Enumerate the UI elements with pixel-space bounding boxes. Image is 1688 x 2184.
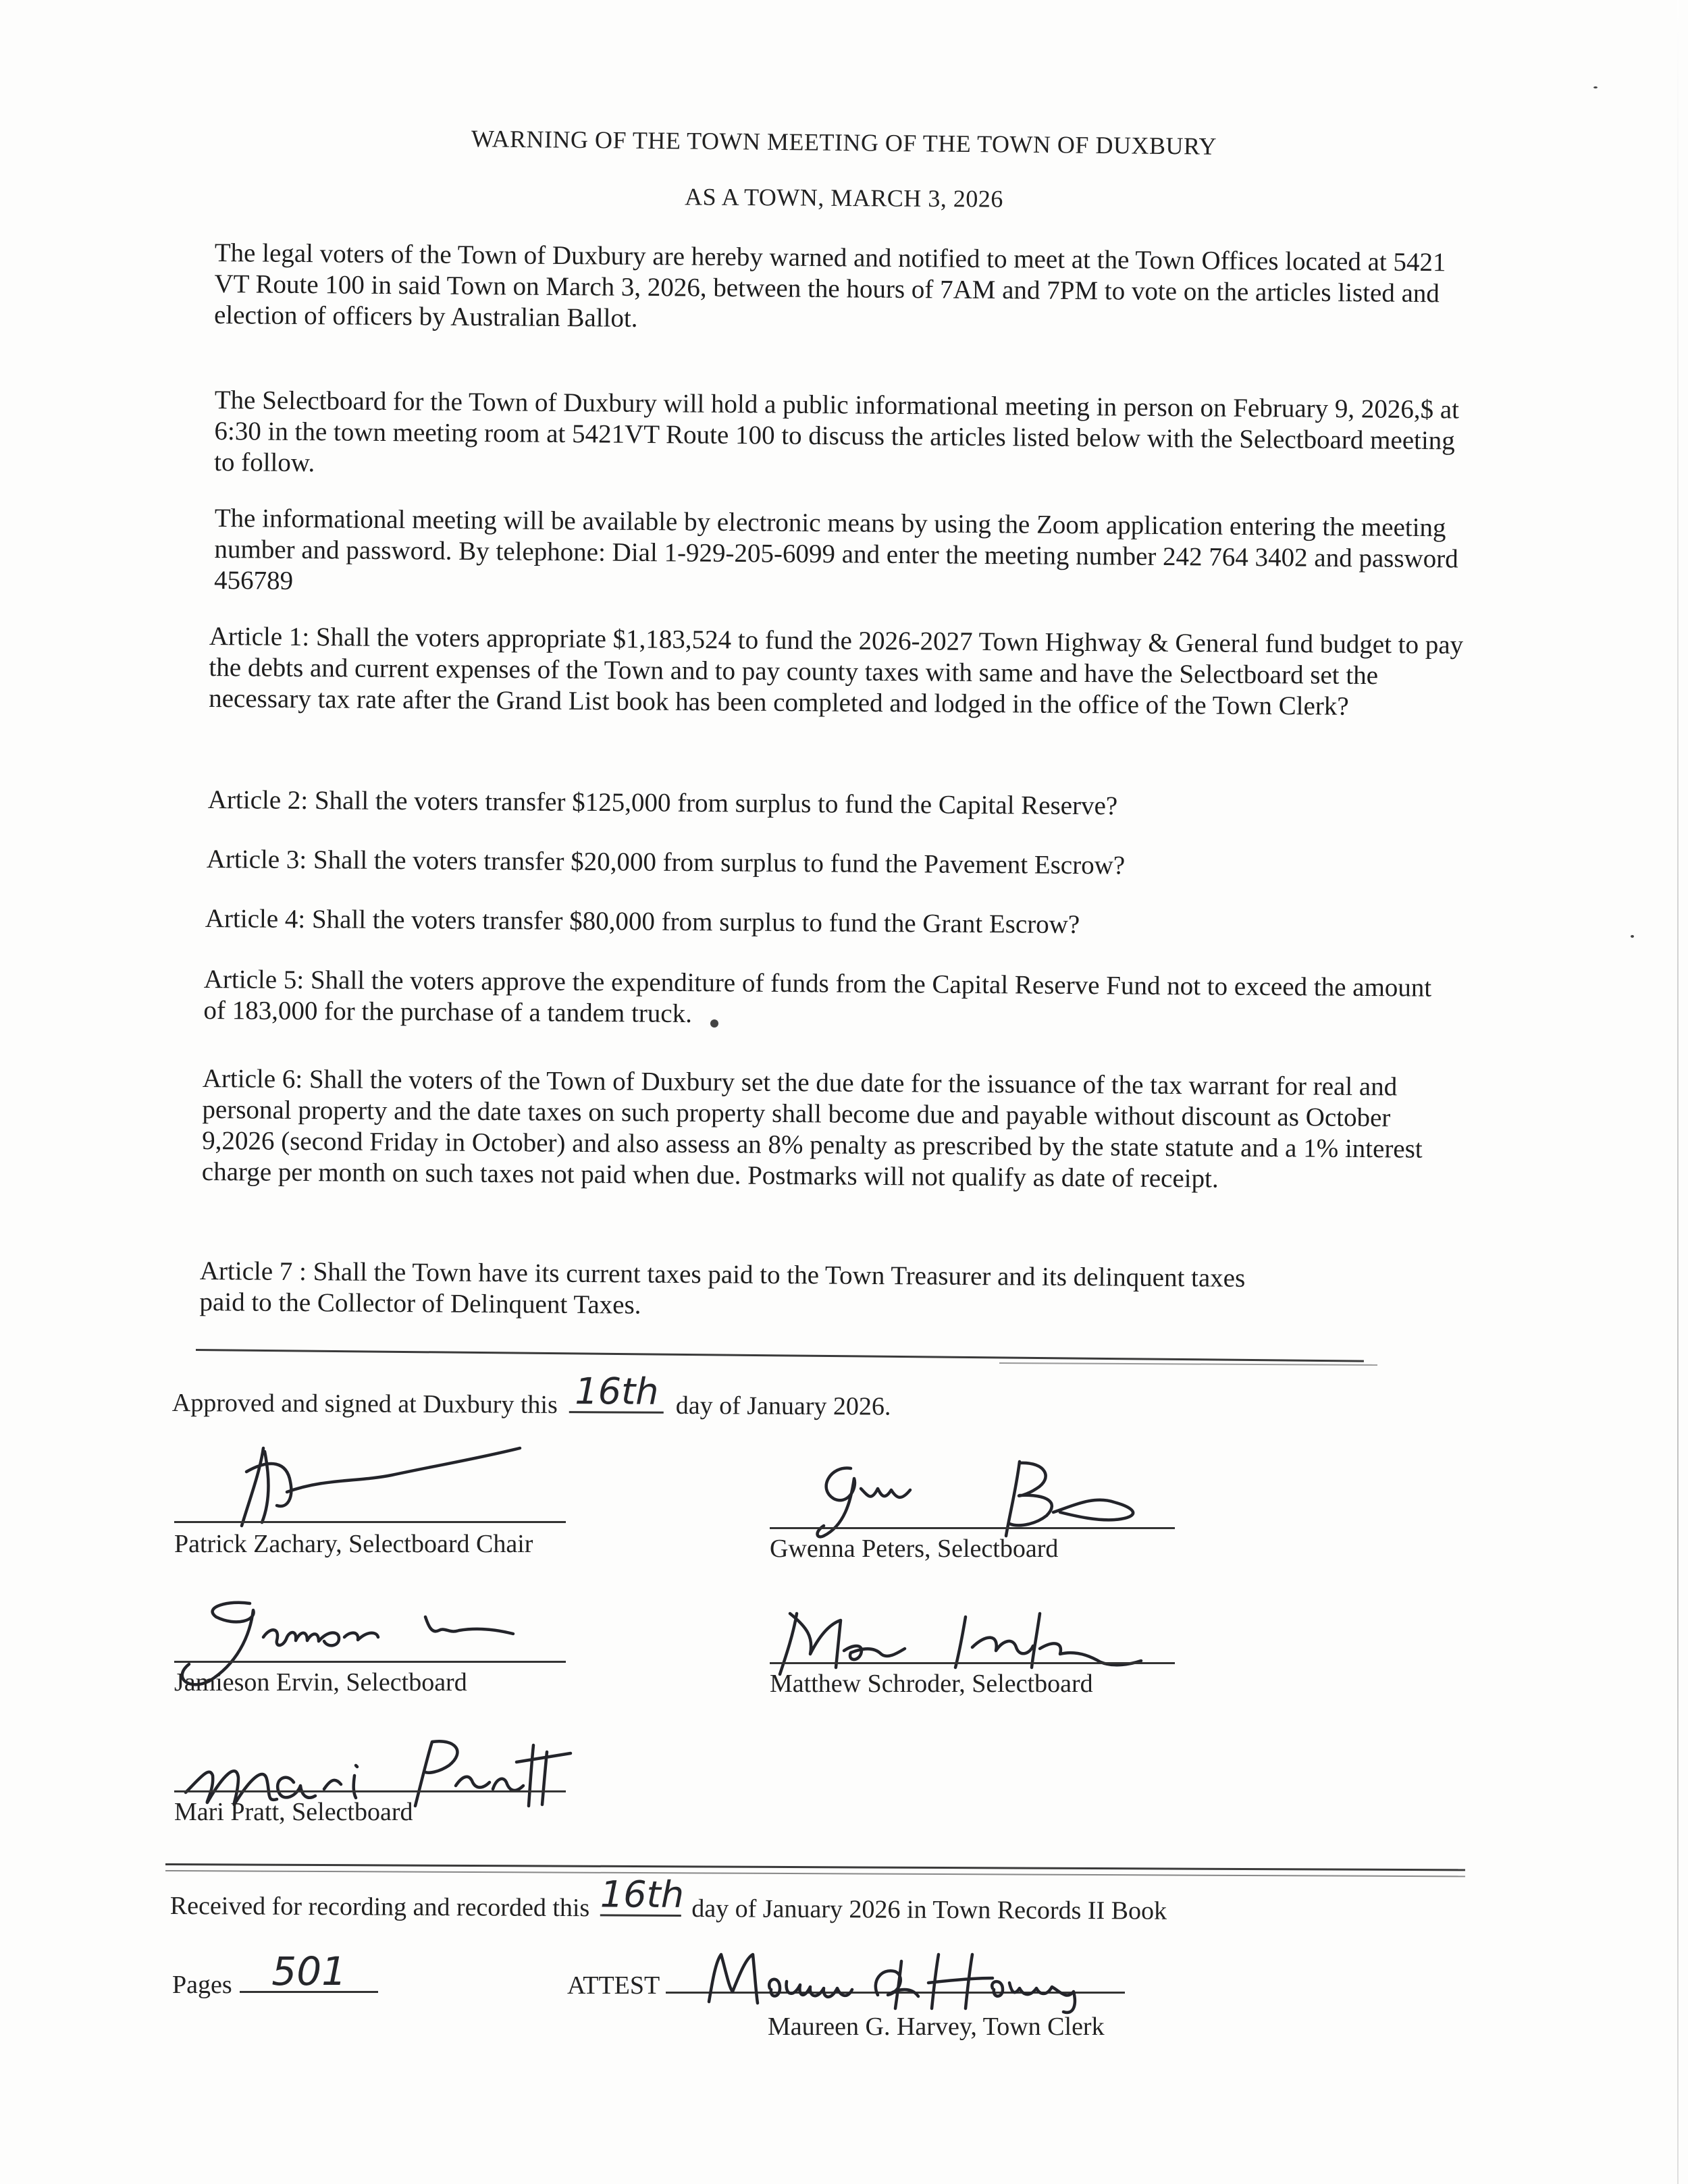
signature-line-matthew-schroder <box>770 1662 1175 1664</box>
pages-label: Pages <box>172 1971 232 1999</box>
article-4: Article 4: Shall the voters transfer $80,000 from surplus to fund the Grant Escrow? <box>205 904 1080 940</box>
intro-paragraph-informational-meeting: The Selectboard for the Town of Duxbury will hold a public informational meeting in person on February 9, 2026,$ at 6:30 in the town meeting room at 5421VT Route 100 to discuss the articles listed below with the Selectboard meeting to follow. <box>213 385 1460 478</box>
divider-rule-lower <box>165 1863 1465 1871</box>
pages-line <box>172 1948 378 2000</box>
document-title-line1: WARNING OF THE TOWN MEETING OF THE TOWN OF DUXBURY <box>471 125 1217 160</box>
signature-line-mari-pratt <box>174 1790 566 1792</box>
article-1: Article 1: Shall the voters appropriate $1,183,524 to fund the 2026-2027 Town Highway & General fund budget to pay the debts and current expenses of the Town and to pay county taxes with same and have the Selectboard set the necessary tax rate after the Grand List book has been completed and lodged in the office of the Town Clerk? <box>209 622 1464 721</box>
recording-day-blank <box>600 1873 685 1917</box>
signature-line-jamieson-ervin <box>174 1661 566 1663</box>
recording-suffix: day of January 2026 in Town Records II Book <box>691 1894 1167 1925</box>
approval-day-handwritten: 16th <box>575 1370 659 1413</box>
intro-paragraph-voters: The legal voters of the Town of Duxbury are hereby warned and notified to meet at the Town Offices located at 5421 VT Route 100 in said Town on March 3, 2026, between the hours of 7AM and 7PM to vote on the articles listed and election of officers by Australian Ballot. <box>213 238 1446 333</box>
article-3: Article 3: Shall the voters transfer $20,000 from surplus to fund the Pavement Escrow? <box>206 845 1126 880</box>
scan-speck <box>1593 86 1598 88</box>
recording-day-handwritten: 16th <box>600 1873 685 1916</box>
divider-rule-lower-faint <box>165 1870 1465 1877</box>
divider-rule-upper-faint <box>999 1362 1377 1366</box>
scan-edge-shadow <box>1677 0 1679 2184</box>
recording-line <box>169 1873 1167 1926</box>
signature-line-patrick-zachary <box>174 1521 566 1523</box>
approval-day-blank <box>569 1370 664 1414</box>
signature-line-gwenna-peters <box>770 1527 1175 1529</box>
scan-speck <box>710 1019 718 1028</box>
signer-gwenna-peters: Gwenna Peters, Selectboard <box>770 1535 1059 1563</box>
signer-mari-pratt: Mari Pratt, Selectboard <box>174 1798 413 1826</box>
article-7: Article 7 : Shall the Town have its current taxes paid to the Town Treasurer and its delinquent taxes paid to the Collector of Delinquent Taxes. <box>199 1256 1246 1320</box>
article-5: Article 5: Shall the voters approve the expenditure of funds from the Capital Reserve Fund not to exceed the amount of 183,000 for the purchase of a tandem truck. <box>203 965 1432 1029</box>
signature-patrick-zachary <box>223 1431 540 1533</box>
article-6: Article 6: Shall the voters of the Town of Duxbury set the due date for the issuance of the tax warrant for real and personal property and the date taxes on such property shall become due and payable without discount as October 9,2026 (second Friday in October) and also assess an 8% penalty as prescribed by the state statute and a 1% interest charge per month on such taxes not paid when due. Postmarks will not qualify as date of receipt. <box>201 1064 1423 1194</box>
divider-rule-upper <box>196 1349 1364 1362</box>
signer-jamieson-ervin: Jamieson Ervin, Selectboard <box>174 1668 467 1697</box>
article-2: Article 2: Shall the voters transfer $125,000 from surplus to fund the Capital Reserve? <box>207 785 1118 821</box>
clerk-name-title: Maureen G. Harvey, Town Clerk <box>768 2013 1105 2041</box>
approval-suffix: day of January 2026. <box>675 1391 891 1421</box>
intro-paragraph-zoom: The informational meeting will be available by electronic means by using the Zoom application entering the meeting number and password. By telephone: Dial 1-929-205-6099 and enter the meeting number 242 764 3402 and password 456789 <box>213 503 1458 595</box>
recording-prefix: Received for recording and recorded this <box>169 1891 590 1923</box>
signer-matthew-schroder: Matthew Schroder, Selectboard <box>770 1670 1093 1698</box>
approval-line <box>172 1370 891 1422</box>
document-title-line2: AS A TOWN, MARCH 3, 2026 <box>684 183 1004 213</box>
signer-patrick-zachary: Patrick Zachary, Selectboard Chair <box>174 1530 533 1558</box>
pages-handwritten: 501 <box>271 1948 347 1994</box>
approval-prefix: Approved and signed at Duxbury this <box>172 1388 558 1419</box>
pages-blank <box>240 1948 378 1994</box>
signature-maureen-harvey <box>695 1941 1168 2015</box>
scan-speck <box>1631 935 1634 938</box>
attest-label: ATTEST <box>567 1971 660 2000</box>
